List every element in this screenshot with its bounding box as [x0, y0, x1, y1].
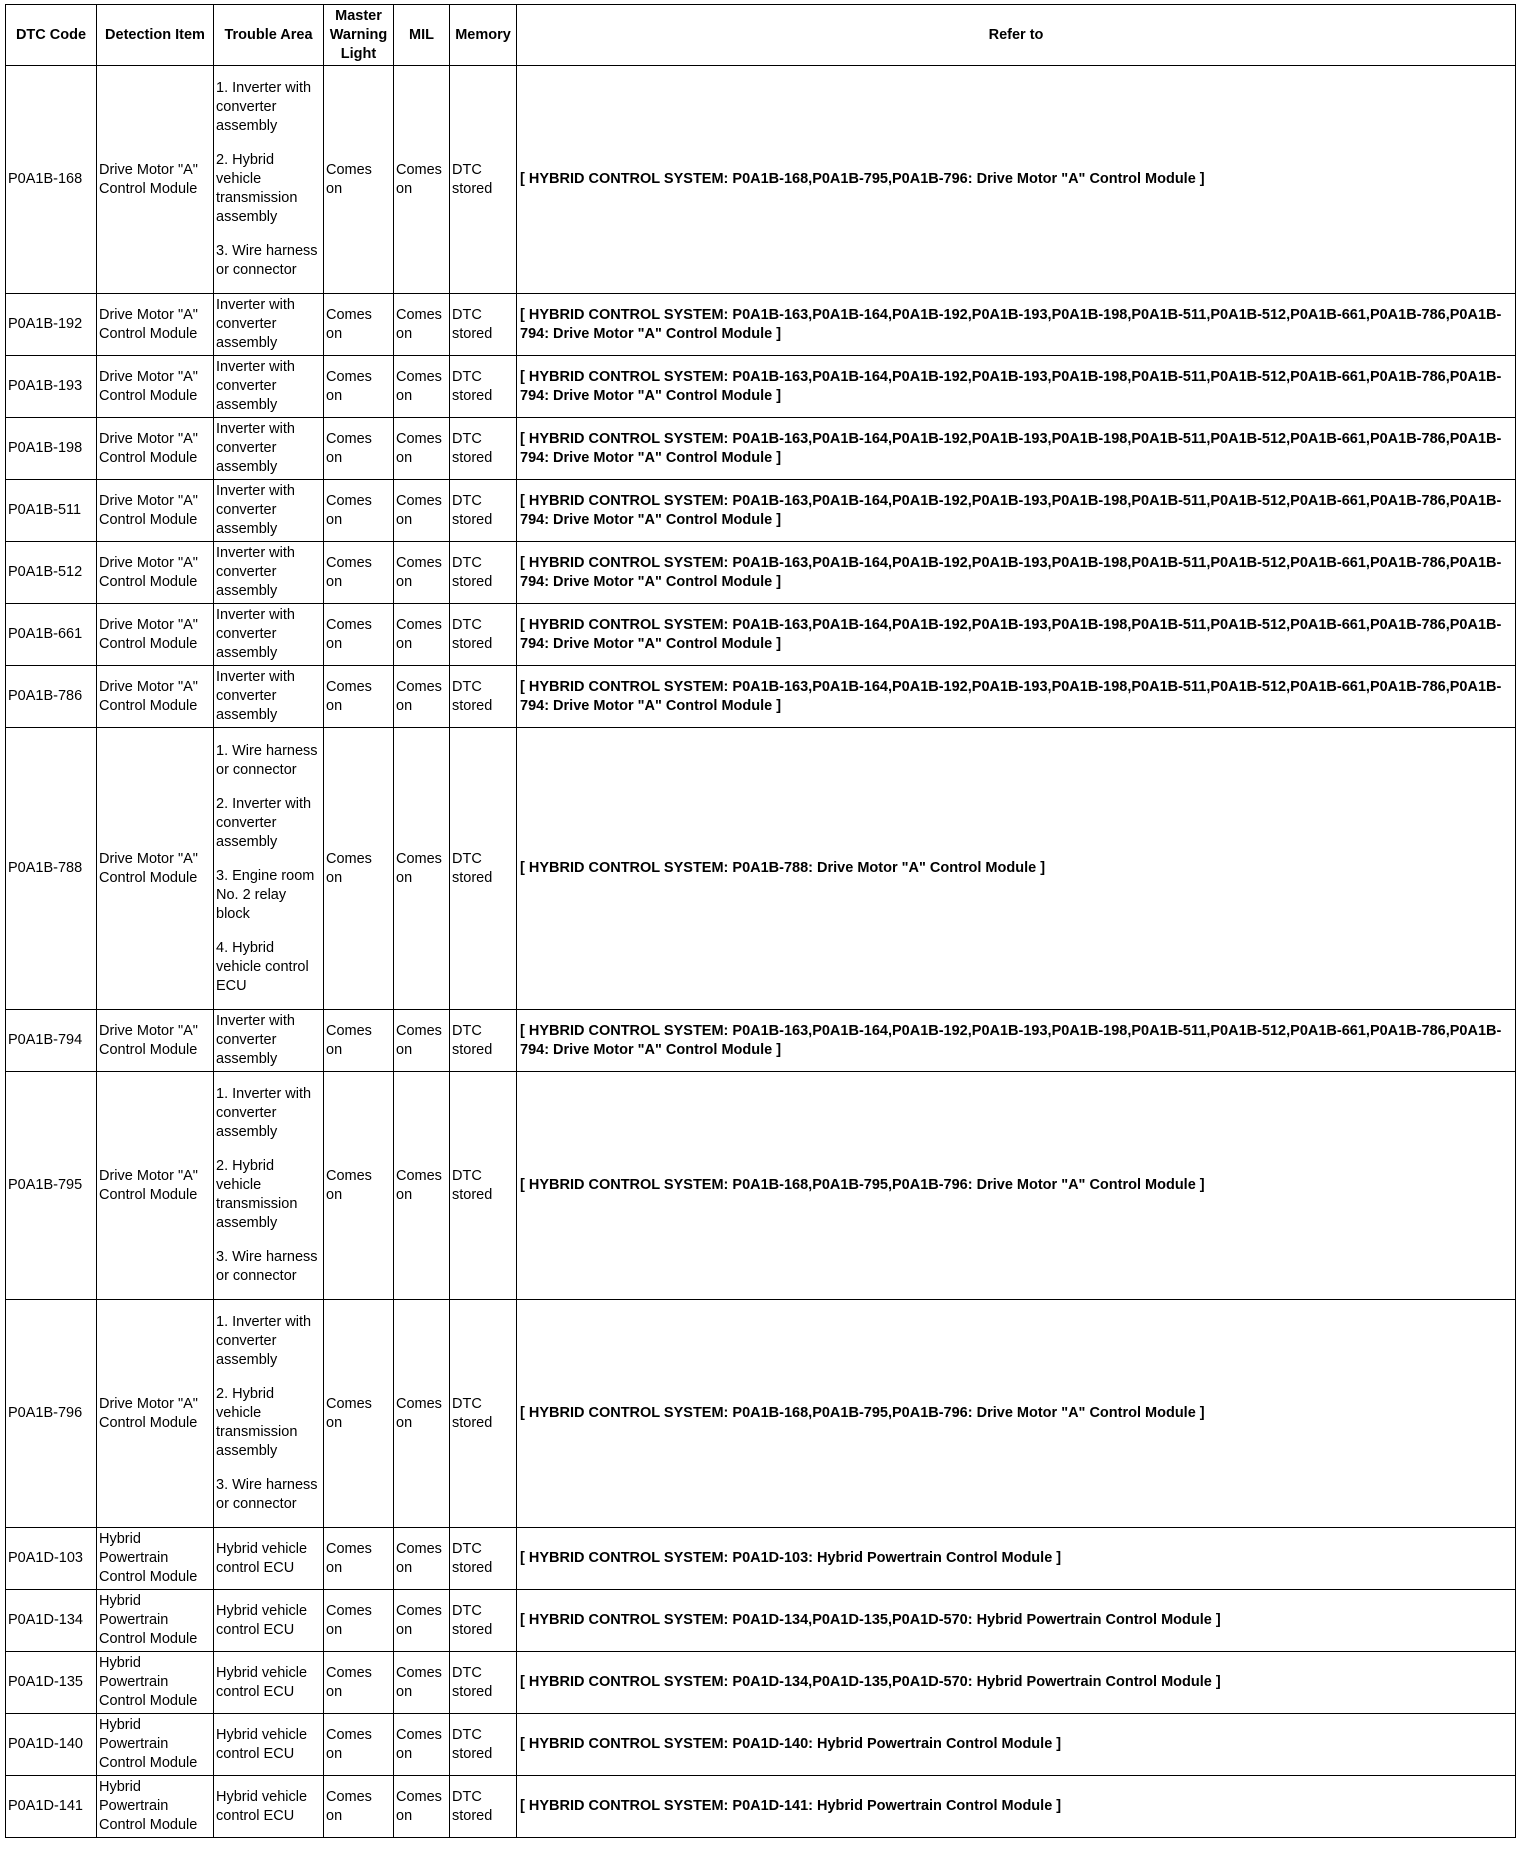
- table-row: [6, 1714, 1516, 1776]
- trouble-area-cell: [214, 1776, 324, 1838]
- trouble-area-cell: [214, 480, 324, 542]
- master-warning-light-cell: Comes on: [324, 1300, 394, 1528]
- trouble-area-cell: [214, 1590, 324, 1652]
- master-warning-light-cell: Comes on: [324, 1714, 394, 1776]
- memory-cell: DTC stored: [450, 728, 517, 1010]
- trouble-area-cell: [214, 418, 324, 480]
- mil-cell: Comes on: [394, 480, 450, 542]
- master-warning-light-cell: Comes on: [324, 728, 394, 1010]
- master-warning-light-cell: Comes on: [324, 1010, 394, 1072]
- refer-to-cell: [ HYBRID CONTROL SYSTEM: P0A1D-140: Hybrid Powertrain Control Module ]: [517, 1714, 1516, 1776]
- trouble-area-cell: [214, 1010, 324, 1072]
- mil-cell: Comes on: [394, 604, 450, 666]
- refer-to-cell: [ HYBRID CONTROL SYSTEM: P0A1D-141: Hybrid Powertrain Control Module ]: [517, 1776, 1516, 1838]
- trouble-area-item: 4. Hybrid vehicle control ECU: [216, 939, 309, 994]
- header-dtc-code: DTC Code: [6, 5, 97, 66]
- master-warning-light-cell: Comes on: [324, 604, 394, 666]
- mil-cell: Comes on: [394, 66, 450, 294]
- dtc-table: [5, 4, 1516, 1838]
- refer-to-cell: [ HYBRID CONTROL SYSTEM: P0A1B-168,P0A1B-795,P0A1B-796: Drive Motor "A" Control Module ]: [517, 1300, 1516, 1528]
- mil-cell: Comes on: [394, 1528, 450, 1590]
- memory-cell: DTC stored: [450, 356, 517, 418]
- master-warning-light-cell: Comes on: [324, 480, 394, 542]
- detection-item-cell: Drive Motor "A" Control Module: [97, 542, 214, 604]
- trouble-area-item: Hybrid vehicle control ECU: [216, 1540, 308, 1576]
- header-mil: MIL: [394, 5, 450, 66]
- header-detection-item: Detection Item: [97, 5, 214, 66]
- trouble-area-item: Inverter with converter assembly: [216, 1013, 295, 1067]
- table-row: [6, 66, 1516, 294]
- master-warning-light-cell: Comes on: [324, 1776, 394, 1838]
- detection-item-cell: Drive Motor "A" Control Module: [97, 418, 214, 480]
- refer-to-cell: [ HYBRID CONTROL SYSTEM: P0A1B-168,P0A1B-795,P0A1B-796: Drive Motor "A" Control Module ]: [517, 1072, 1516, 1300]
- header-refer-to: Refer to: [517, 5, 1516, 66]
- header-memory: Memory: [450, 5, 517, 66]
- detection-item-cell: Drive Motor "A" Control Module: [97, 1300, 214, 1528]
- detection-item-cell: Hybrid Powertrain Control Module: [97, 1528, 214, 1590]
- trouble-area-item: Hybrid vehicle control ECU: [216, 1726, 308, 1762]
- trouble-area-item: Inverter with converter assembly: [216, 297, 295, 351]
- dtc-code-cell: P0A1B-192: [6, 294, 97, 356]
- memory-cell: DTC stored: [450, 1528, 517, 1590]
- table-row: [6, 604, 1516, 666]
- mil-cell: Comes on: [394, 1714, 450, 1776]
- table-row: [6, 1072, 1516, 1300]
- master-warning-light-cell: Comes on: [324, 66, 394, 294]
- master-warning-light-cell: Comes on: [324, 1652, 394, 1714]
- mil-cell: Comes on: [394, 1072, 450, 1300]
- refer-to-cell: [ HYBRID CONTROL SYSTEM: P0A1B-163,P0A1B-164,P0A1B-192,P0A1B-193,P0A1B-198,P0A1B-511,P0A1B-512,P0A1B-661,P0A1B-786,P0A1B-794: Drive Motor "A" Control Module ]: [517, 294, 1516, 356]
- trouble-area-item: Hybrid vehicle control ECU: [216, 1602, 308, 1638]
- master-warning-light-cell: Comes on: [324, 1072, 394, 1300]
- trouble-area-item: Hybrid vehicle control ECU: [216, 1788, 308, 1824]
- trouble-area-cell: [214, 1072, 324, 1300]
- trouble-area-cell: [214, 66, 324, 294]
- refer-to-cell: [ HYBRID CONTROL SYSTEM: P0A1B-163,P0A1B-164,P0A1B-192,P0A1B-193,P0A1B-198,P0A1B-511,P0A1B-512,P0A1B-661,P0A1B-786,P0A1B-794: Drive Motor "A" Control Module ]: [517, 542, 1516, 604]
- table-row: [6, 1776, 1516, 1838]
- table-row: [6, 294, 1516, 356]
- dtc-code-cell: P0A1B-198: [6, 418, 97, 480]
- table-row: [6, 666, 1516, 728]
- mil-cell: Comes on: [394, 728, 450, 1010]
- memory-cell: DTC stored: [450, 1072, 517, 1300]
- trouble-area-item: Hybrid vehicle control ECU: [216, 1664, 308, 1700]
- trouble-area-item: 3. Engine room No. 2 relay block: [216, 867, 315, 922]
- table-header-row: [6, 5, 1516, 66]
- trouble-area-item: Inverter with converter assembly: [216, 483, 295, 537]
- refer-to-cell: [ HYBRID CONTROL SYSTEM: P0A1B-788: Drive Motor "A" Control Module ]: [517, 728, 1516, 1010]
- header-master-warning-light: Master Warning Light: [324, 5, 394, 66]
- dtc-code-cell: P0A1B-794: [6, 1010, 97, 1072]
- trouble-area-cell: [214, 1300, 324, 1528]
- master-warning-light-cell: Comes on: [324, 1528, 394, 1590]
- memory-cell: DTC stored: [450, 1776, 517, 1838]
- dtc-code-cell: P0A1B-168: [6, 66, 97, 294]
- master-warning-light-cell: Comes on: [324, 356, 394, 418]
- table-row: [6, 356, 1516, 418]
- memory-cell: DTC stored: [450, 1010, 517, 1072]
- mil-cell: Comes on: [394, 356, 450, 418]
- dtc-code-cell: P0A1D-140: [6, 1714, 97, 1776]
- trouble-area-item: Inverter with converter assembly: [216, 607, 295, 661]
- trouble-area-item: Inverter with converter assembly: [216, 421, 295, 475]
- detection-item-cell: Drive Motor "A" Control Module: [97, 294, 214, 356]
- refer-to-cell: [ HYBRID CONTROL SYSTEM: P0A1B-168,P0A1B-795,P0A1B-796: Drive Motor "A" Control Module ]: [517, 66, 1516, 294]
- table-row: [6, 542, 1516, 604]
- detection-item-cell: Drive Motor "A" Control Module: [97, 604, 214, 666]
- detection-item-cell: Drive Motor "A" Control Module: [97, 66, 214, 294]
- trouble-area-cell: [214, 728, 324, 1010]
- detection-item-cell: Drive Motor "A" Control Module: [97, 666, 214, 728]
- memory-cell: DTC stored: [450, 542, 517, 604]
- trouble-area-cell: [214, 294, 324, 356]
- refer-to-cell: [ HYBRID CONTROL SYSTEM: P0A1B-163,P0A1B-164,P0A1B-192,P0A1B-193,P0A1B-198,P0A1B-511,P0A1B-512,P0A1B-661,P0A1B-786,P0A1B-794: Drive Motor "A" Control Module ]: [517, 1010, 1516, 1072]
- trouble-area-item: 3. Wire harness or connector: [216, 1249, 318, 1284]
- mil-cell: Comes on: [394, 1776, 450, 1838]
- trouble-area-item: 3. Wire harness or connector: [216, 243, 318, 278]
- dtc-code-cell: P0A1B-786: [6, 666, 97, 728]
- detection-item-cell: Hybrid Powertrain Control Module: [97, 1714, 214, 1776]
- dtc-code-cell: P0A1B-511: [6, 480, 97, 542]
- trouble-area-cell: [214, 356, 324, 418]
- trouble-area-item: Inverter with converter assembly: [216, 359, 295, 413]
- refer-to-cell: [ HYBRID CONTROL SYSTEM: P0A1B-163,P0A1B-164,P0A1B-192,P0A1B-193,P0A1B-198,P0A1B-511,P0A1B-512,P0A1B-661,P0A1B-786,P0A1B-794: Drive Motor "A" Control Module ]: [517, 666, 1516, 728]
- table-row: [6, 480, 1516, 542]
- dtc-code-cell: P0A1D-103: [6, 1528, 97, 1590]
- detection-item-cell: Drive Motor "A" Control Module: [97, 728, 214, 1010]
- memory-cell: DTC stored: [450, 480, 517, 542]
- dtc-code-cell: P0A1D-135: [6, 1652, 97, 1714]
- trouble-area-item: Inverter with converter assembly: [216, 669, 295, 723]
- trouble-area-item: 2. Inverter with converter assembly: [216, 795, 312, 850]
- mil-cell: Comes on: [394, 1300, 450, 1528]
- memory-cell: DTC stored: [450, 1300, 517, 1528]
- trouble-area-item: 2. Hybrid vehicle transmission assembly: [216, 1386, 298, 1459]
- memory-cell: DTC stored: [450, 294, 517, 356]
- dtc-code-cell: P0A1B-795: [6, 1072, 97, 1300]
- table-row: [6, 1528, 1516, 1590]
- trouble-area-item: 1. Inverter with converter assembly: [216, 1314, 312, 1368]
- dtc-code-cell: P0A1B-788: [6, 728, 97, 1010]
- memory-cell: DTC stored: [450, 604, 517, 666]
- trouble-area-cell: [214, 1528, 324, 1590]
- mil-cell: Comes on: [394, 542, 450, 604]
- detection-item-cell: Hybrid Powertrain Control Module: [97, 1590, 214, 1652]
- master-warning-light-cell: Comes on: [324, 294, 394, 356]
- dtc-code-cell: P0A1D-141: [6, 1776, 97, 1838]
- table-row: [6, 1590, 1516, 1652]
- table-row: [6, 728, 1516, 1010]
- refer-to-cell: [ HYBRID CONTROL SYSTEM: P0A1B-163,P0A1B-164,P0A1B-192,P0A1B-193,P0A1B-198,P0A1B-511,P0A1B-512,P0A1B-661,P0A1B-786,P0A1B-794: Drive Motor "A" Control Module ]: [517, 418, 1516, 480]
- dtc-code-cell: P0A1B-661: [6, 604, 97, 666]
- trouble-area-item: 1. Inverter with converter assembly: [216, 1086, 312, 1140]
- detection-item-cell: Drive Motor "A" Control Module: [97, 356, 214, 418]
- table-row: [6, 418, 1516, 480]
- dtc-code-cell: P0A1D-134: [6, 1590, 97, 1652]
- trouble-area-cell: [214, 604, 324, 666]
- refer-to-cell: [ HYBRID CONTROL SYSTEM: P0A1D-134,P0A1D-135,P0A1D-570: Hybrid Powertrain Control Module ]: [517, 1652, 1516, 1714]
- master-warning-light-cell: Comes on: [324, 542, 394, 604]
- trouble-area-cell: [214, 1652, 324, 1714]
- memory-cell: DTC stored: [450, 1714, 517, 1776]
- trouble-area-item: 3. Wire harness or connector: [216, 1477, 318, 1512]
- trouble-area-cell: [214, 666, 324, 728]
- memory-cell: DTC stored: [450, 1652, 517, 1714]
- table-row: [6, 1010, 1516, 1072]
- detection-item-cell: Drive Motor "A" Control Module: [97, 480, 214, 542]
- dtc-code-cell: P0A1B-796: [6, 1300, 97, 1528]
- memory-cell: DTC stored: [450, 666, 517, 728]
- refer-to-cell: [ HYBRID CONTROL SYSTEM: P0A1D-103: Hybrid Powertrain Control Module ]: [517, 1528, 1516, 1590]
- mil-cell: Comes on: [394, 1590, 450, 1652]
- mil-cell: Comes on: [394, 1652, 450, 1714]
- trouble-area-item: Inverter with converter assembly: [216, 545, 295, 599]
- header-trouble-area: Trouble Area: [214, 5, 324, 66]
- detection-item-cell: Hybrid Powertrain Control Module: [97, 1652, 214, 1714]
- refer-to-cell: [ HYBRID CONTROL SYSTEM: P0A1B-163,P0A1B-164,P0A1B-192,P0A1B-193,P0A1B-198,P0A1B-511,P0A1B-512,P0A1B-661,P0A1B-786,P0A1B-794: Drive Motor "A" Control Module ]: [517, 480, 1516, 542]
- memory-cell: DTC stored: [450, 418, 517, 480]
- detection-item-cell: Drive Motor "A" Control Module: [97, 1010, 214, 1072]
- master-warning-light-cell: Comes on: [324, 418, 394, 480]
- master-warning-light-cell: Comes on: [324, 1590, 394, 1652]
- table-row: [6, 1652, 1516, 1714]
- refer-to-cell: [ HYBRID CONTROL SYSTEM: P0A1B-163,P0A1B-164,P0A1B-192,P0A1B-193,P0A1B-198,P0A1B-511,P0A1B-512,P0A1B-661,P0A1B-786,P0A1B-794: Drive Motor "A" Control Module ]: [517, 604, 1516, 666]
- trouble-area-item: 2. Hybrid vehicle transmission assembly: [216, 1158, 298, 1231]
- mil-cell: Comes on: [394, 1010, 450, 1072]
- detection-item-cell: Drive Motor "A" Control Module: [97, 1072, 214, 1300]
- table-row: [6, 1300, 1516, 1528]
- refer-to-cell: [ HYBRID CONTROL SYSTEM: P0A1D-134,P0A1D-135,P0A1D-570: Hybrid Powertrain Control Module ]: [517, 1590, 1516, 1652]
- mil-cell: Comes on: [394, 418, 450, 480]
- trouble-area-item: 2. Hybrid vehicle transmission assembly: [216, 152, 298, 225]
- trouble-area-item: 1. Inverter with converter assembly: [216, 80, 312, 134]
- table-body: [6, 66, 1516, 1838]
- mil-cell: Comes on: [394, 666, 450, 728]
- trouble-area-cell: [214, 542, 324, 604]
- master-warning-light-cell: Comes on: [324, 666, 394, 728]
- dtc-code-cell: P0A1B-193: [6, 356, 97, 418]
- mil-cell: Comes on: [394, 294, 450, 356]
- detection-item-cell: Hybrid Powertrain Control Module: [97, 1776, 214, 1838]
- dtc-code-cell: P0A1B-512: [6, 542, 97, 604]
- trouble-area-cell: [214, 1714, 324, 1776]
- memory-cell: DTC stored: [450, 66, 517, 294]
- memory-cell: DTC stored: [450, 1590, 517, 1652]
- trouble-area-item: 1. Wire harness or connector: [216, 742, 318, 778]
- refer-to-cell: [ HYBRID CONTROL SYSTEM: P0A1B-163,P0A1B-164,P0A1B-192,P0A1B-193,P0A1B-198,P0A1B-511,P0A1B-512,P0A1B-661,P0A1B-786,P0A1B-794: Drive Motor "A" Control Module ]: [517, 356, 1516, 418]
